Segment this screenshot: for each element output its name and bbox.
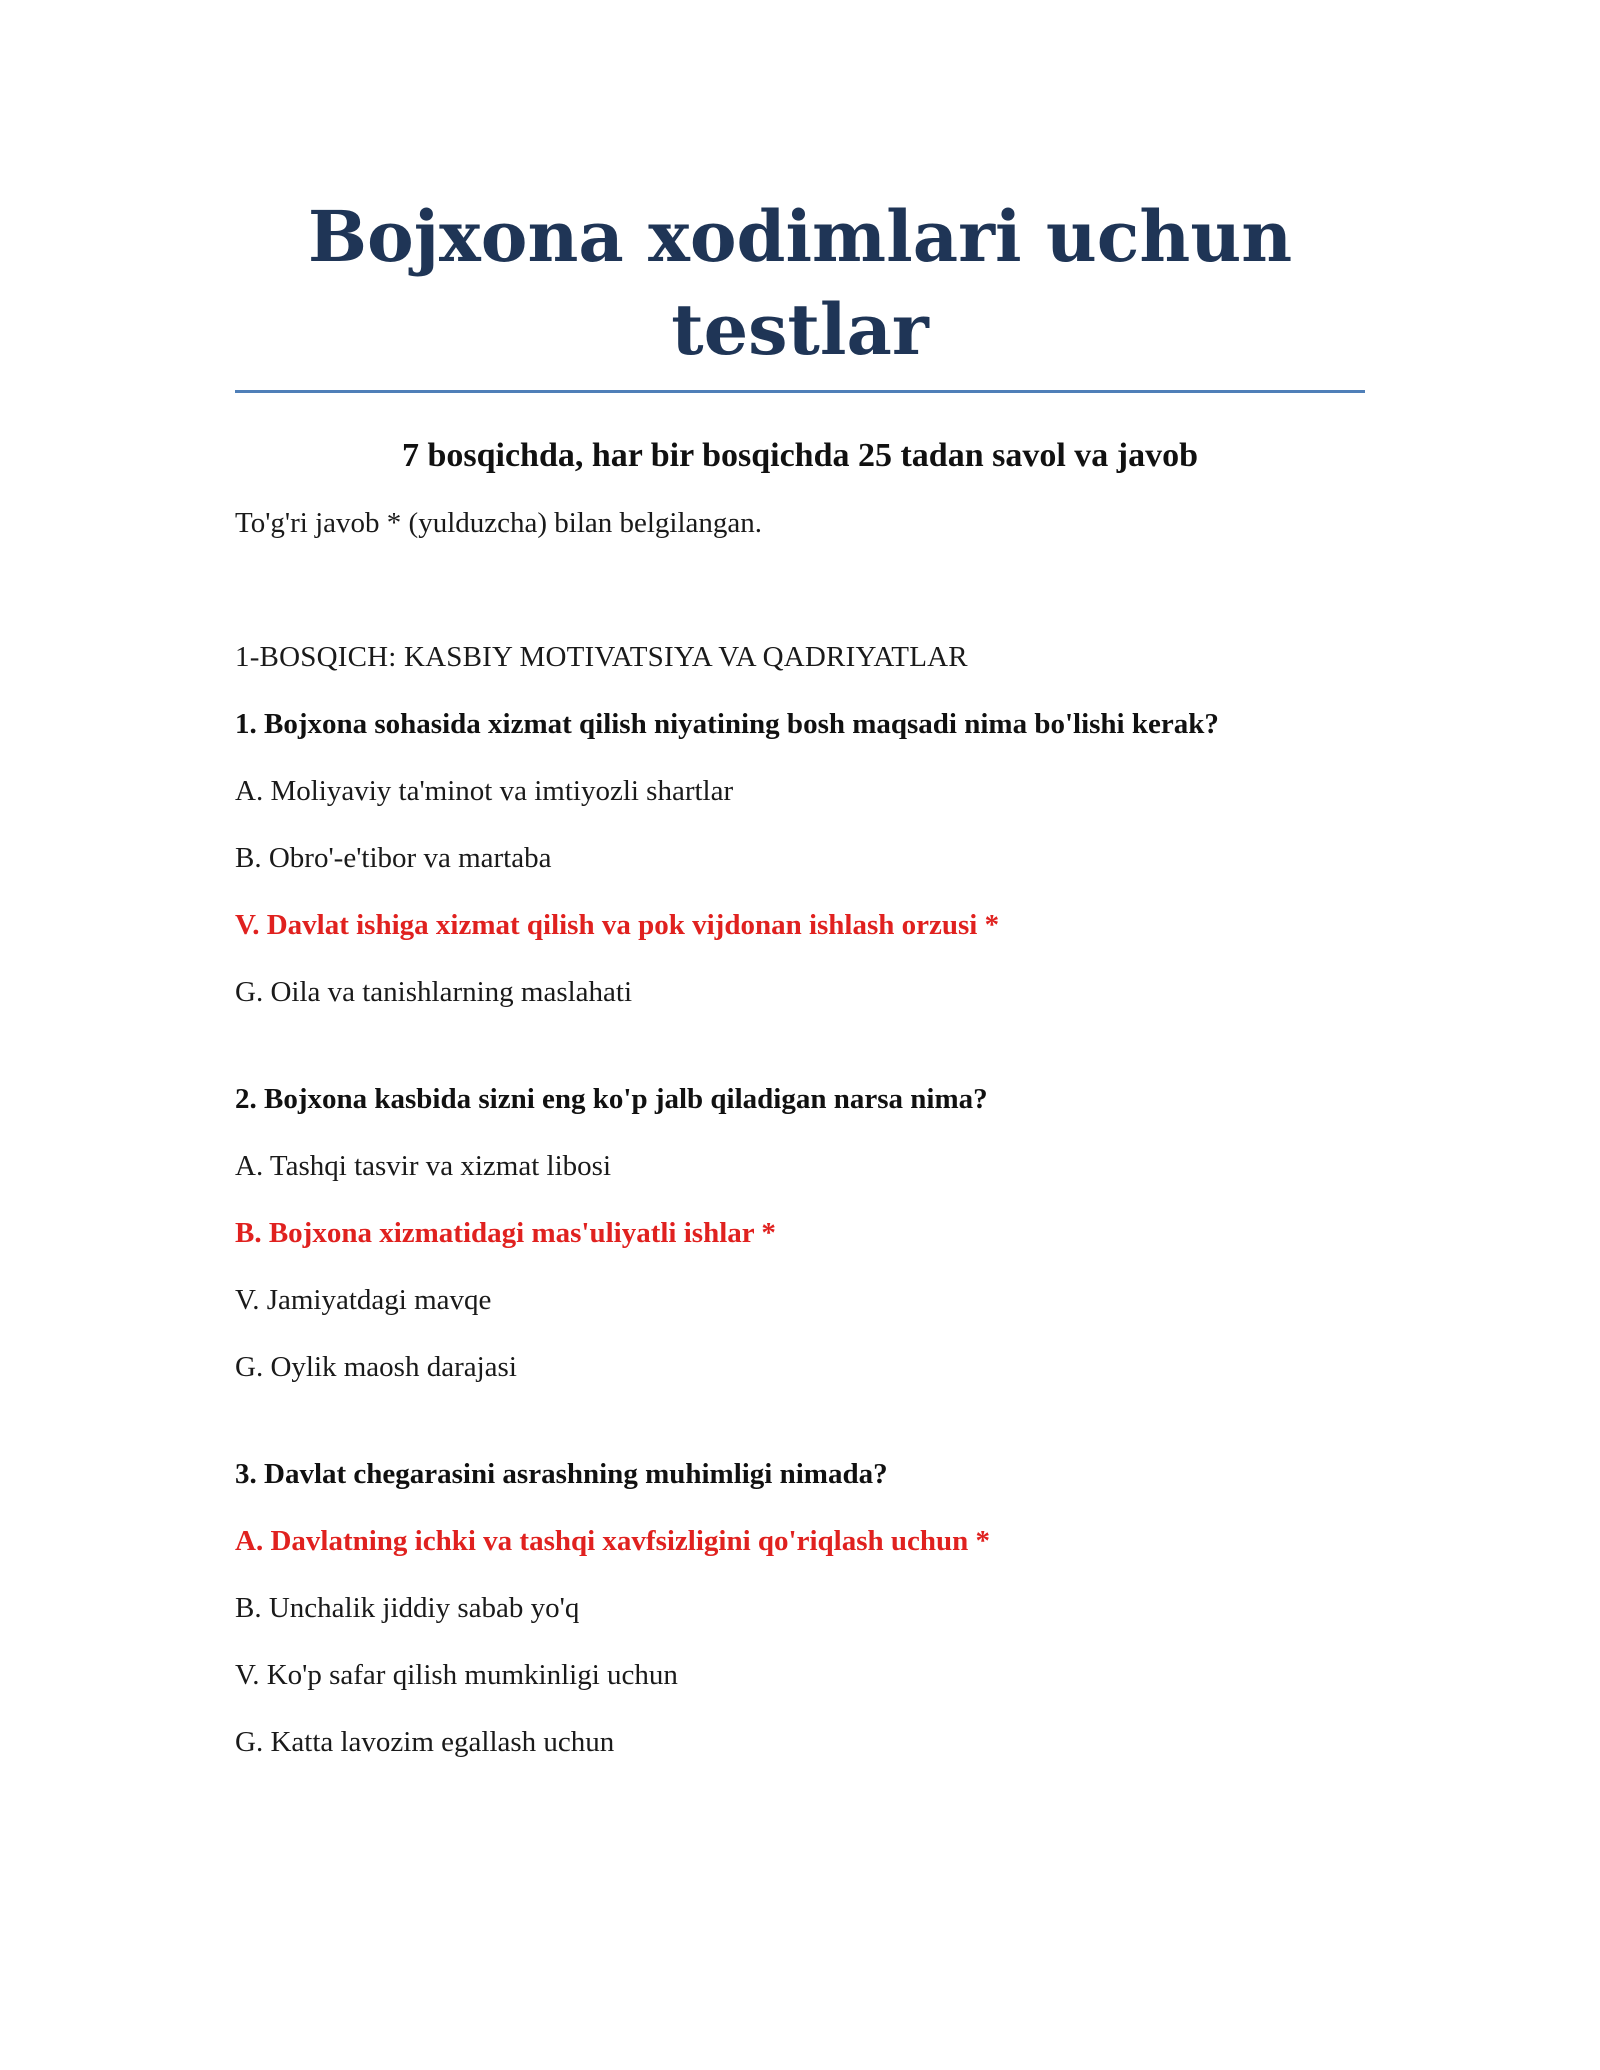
answer-option-a: A. Moliyaviy ta'minot va imtiyozli shartlar — [235, 775, 734, 807]
answer-option-v-correct: V. Davlat ishiga xizmat qilish va pok vijdonan ishlash orzusi * — [235, 909, 1000, 941]
question-text: 1. Bojxona sohasida xizmat qilish niyatining bosh maqsadi nima bo'lishi kerak? — [235, 708, 1219, 740]
question-block-1 — [235, 704, 1365, 1012]
question-text: 2. Bojxona kasbida sizni eng ko'p jalb qiladigan narsa nima? — [235, 1083, 988, 1115]
answer-option-v: V. Ko'p safar qilish mumkinligi uchun — [235, 1659, 678, 1691]
answer-option-g: G. Oila va tanishlarning maslahati — [235, 976, 633, 1008]
answer-key-note: To'g'ri javob * (yulduzcha) bilan belgilangan. — [235, 507, 763, 539]
answer-option-a: A. Tashqi tasvir va xizmat libosi — [235, 1150, 611, 1182]
answer-option-v: V. Jamiyatdagi mavqe — [235, 1284, 492, 1316]
title-divider — [235, 390, 1365, 393]
answer-option-g: G. Katta lavozim egallash uchun — [235, 1726, 615, 1758]
answer-option-b: B. Obro'-e'tibor va martaba — [235, 842, 552, 874]
answer-option-g: G. Oylik maosh darajasi — [235, 1351, 517, 1383]
answer-option-b-correct: B. Bojxona xizmatidagi mas'uliyatli ishlar * — [235, 1217, 776, 1249]
page-title: Bojxona xodimlari uchun testlar — [307, 195, 1293, 371]
answer-option-a-correct: A. Davlatning ichki va tashqi xavfsizligini qo'riqlash uchun * — [235, 1525, 990, 1557]
question-block-3 — [235, 1454, 1365, 1762]
document-page — [235, 190, 1365, 1762]
answer-option-b: B. Unchalik jiddiy sabab yo'q — [235, 1592, 580, 1624]
page-subtitle: 7 bosqichda, har bir bosqichda 25 tadan savol va javob — [401, 437, 1199, 474]
question-block-2 — [235, 1079, 1365, 1387]
stage-heading: 1-BOSQICH: KASBIY MOTIVATSIYA VA QADRIYATLAR — [235, 641, 968, 673]
question-text: 3. Davlat chegarasini asrashning muhimligi nimada? — [235, 1458, 888, 1490]
